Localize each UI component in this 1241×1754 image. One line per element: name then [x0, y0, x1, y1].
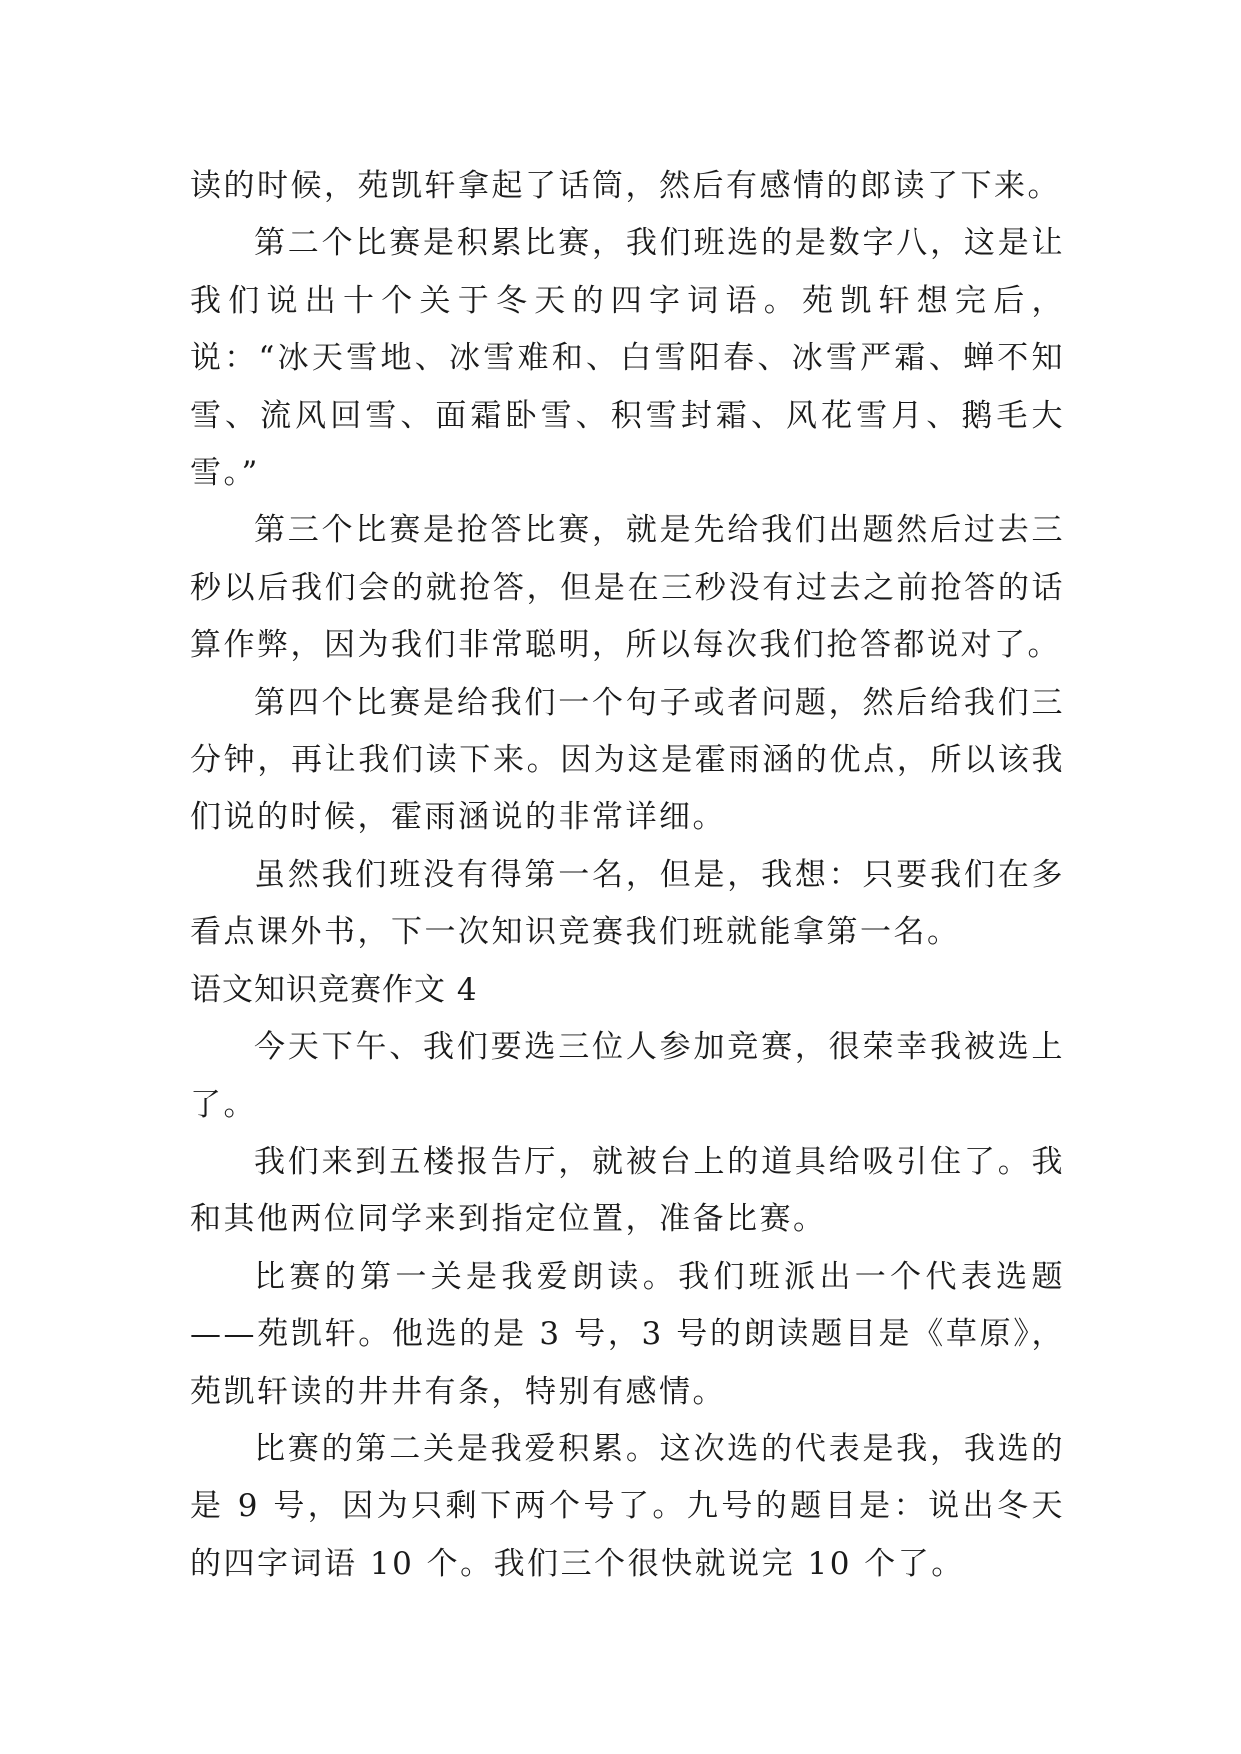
paragraph: 第二个比赛是积累比赛，我们班选的是数字八，这是让我们说出十个关于冬天的四字词语。苑凯轩想完后，说：“冰天雪地、冰雪难和、白雪阳春、冰雪严霜、蝉不知雪、流风回雪、面霜卧雪、积雪封霜、风花雪月、鹅毛大雪。”	[190, 225, 1065, 492]
paragraph: 第四个比赛是给我们一个句子或者问题，然后给我们三分钟，再让我们读下来。因为这是霍雨涵的优点，所以该我们说的时候，霍雨涵说的非常详细。	[190, 684, 1065, 836]
document-body	[190, 158, 1065, 1593]
paragraph: 第三个比赛是抢答比赛，就是先给我们出题然后过去三秒以后我们会的就抢答，但是在三秒没有过去之前抢答的话算作弊，因为我们非常聪明，所以每次我们抢答都说对了。	[190, 512, 1065, 664]
paragraph: 今天下午、我们要选三位人参加竞赛，很荣幸我被选上了。	[190, 1029, 1065, 1123]
paragraph: 虽然我们班没有得第一名，但是，我想：只要我们在多看点课外书，下一次知识竞赛我们班就能拿第一名。	[190, 856, 1065, 951]
paragraph-continuation: 读的时候，苑凯轩拿起了话筒，然后有感情的郎读了下来。	[190, 168, 1061, 204]
paragraph: 我们来到五楼报告厅，就被台上的道具给吸引住了。我和其他两位同学来到指定位置，准备比赛。	[190, 1143, 1065, 1238]
section-heading: 语文知识竞赛作文 4	[190, 971, 478, 1008]
paragraph: 比赛的第二关是我爱积累。这次选的代表是我，我选的是 9 号，因为只剩下两个号了。九号的题目是：说出冬天的四字词语 10 个。我们三个很快就说完 10 个了。	[190, 1430, 1065, 1582]
paragraph: 比赛的第一关是我爱朗读。我们班派出一个代表选题——苑凯轩。他选的是 3 号，3 号的朗读题目是《草原》，苑凯轩读的井井有条，特别有感情。	[190, 1258, 1065, 1410]
